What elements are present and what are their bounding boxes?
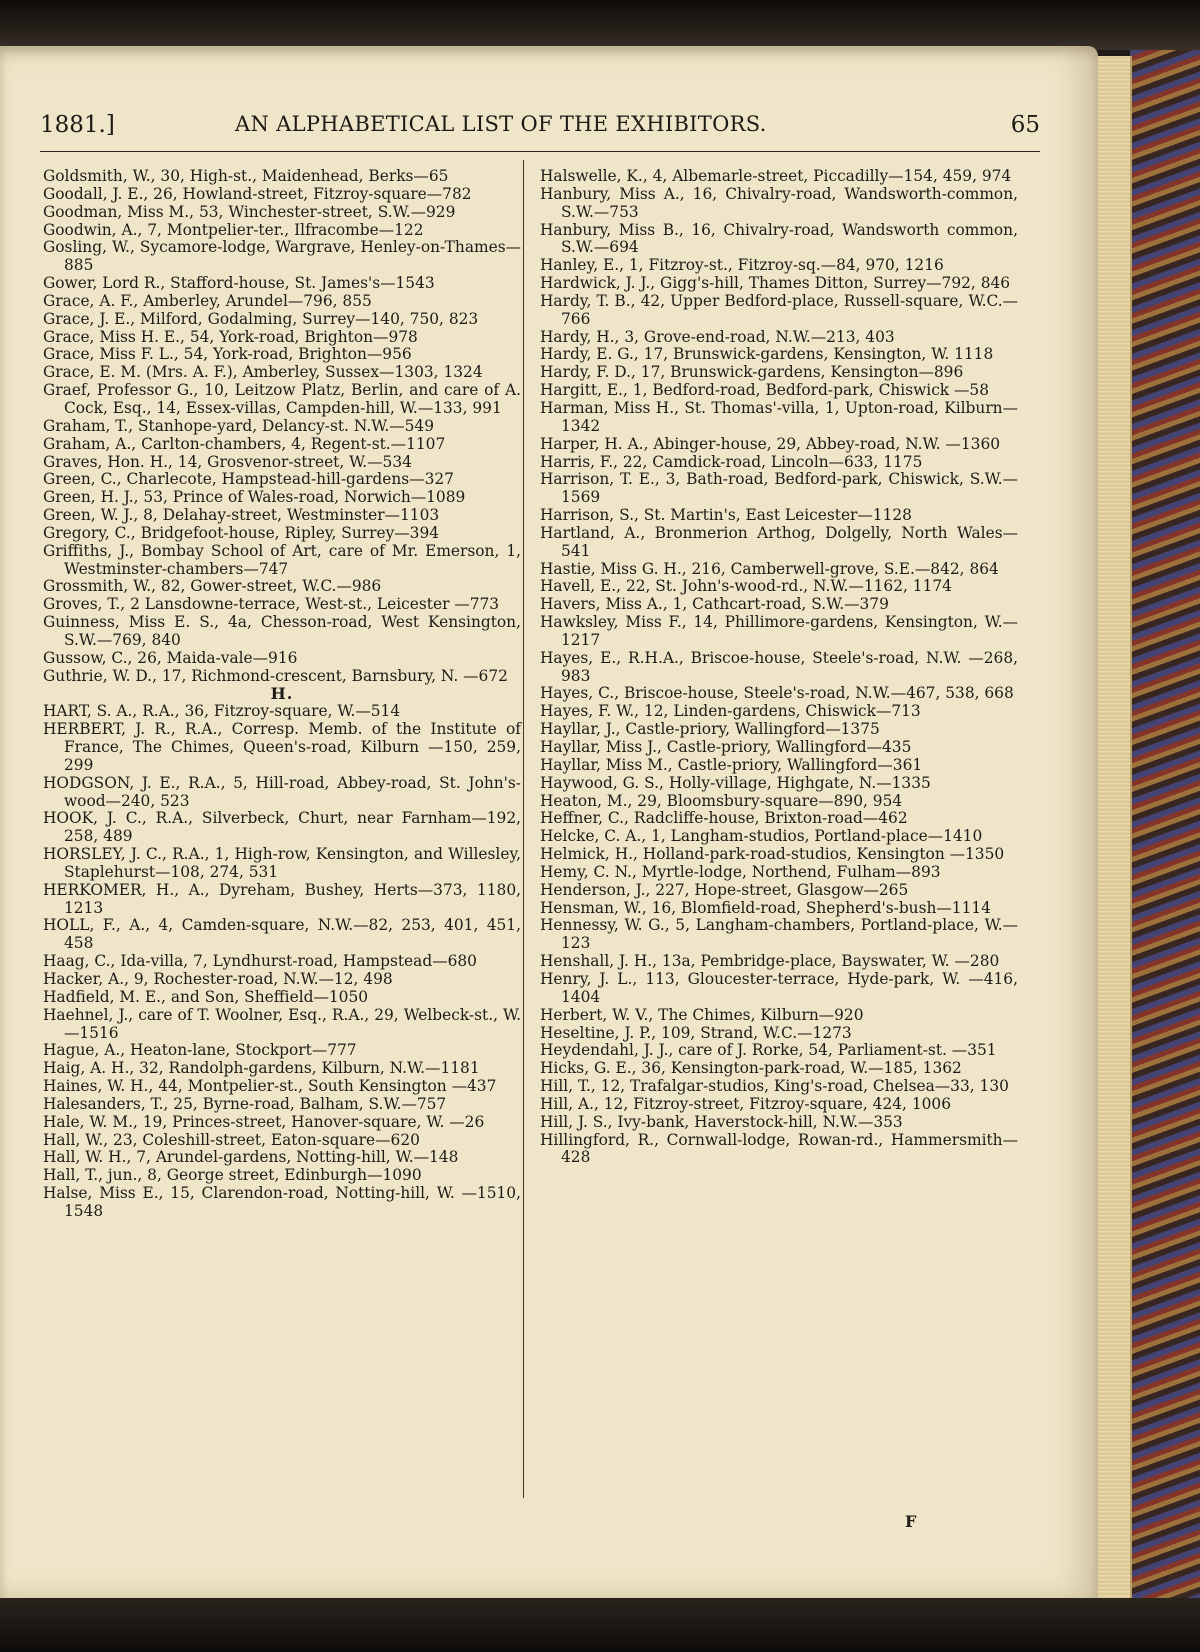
list-item: Hemy, C. N., Myrtle-lodge, Northend, Fulham—893	[540, 862, 941, 881]
list-item: Heseltine, J. P., 109, Strand, W.C.—1273	[540, 1023, 852, 1042]
right-entries-list	[540, 168, 1018, 1167]
list-item: Hayes, C., Briscoe-house, Steele's-road, N.W.—467, 538, 668	[540, 684, 1014, 703]
list-item: Hayllar, Miss M., Castle-priory, Wallingford—361	[540, 755, 923, 774]
list-item: Haywood, G. S., Holly-village, Highgate, N.—1335	[540, 773, 931, 792]
list-item: Hill, J. S., Ivy-bank, Haverstock-hill, N.W.—353	[540, 1112, 903, 1131]
list-item: Halse, Miss E., 15, Clarendon-road, Notting-hill, W. —1510, 1548	[43, 1184, 521, 1220]
list-item: Grace, Miss H. E., 54, York-road, Brighton—978	[43, 327, 418, 346]
page-number: 65	[1010, 112, 1040, 138]
left-entries-list	[43, 168, 521, 685]
list-item: Henry, J. L., 113, Gloucester-terrace, Hyde-park, W. —416, 1404	[540, 969, 1018, 1006]
list-item: Hartland, A., Bronmerion Arthog, Dolgelly, North Wales—541	[540, 523, 1018, 560]
left-column	[43, 168, 521, 1221]
list-item: Goodwin, A., 7, Montpelier-ter., Ilfracombe—122	[43, 220, 424, 239]
list-item: Henderson, J., 227, Hope-street, Glasgow—265	[540, 880, 909, 899]
list-item: Haines, W. H., 44, Montpelier-st., South Kensington —437	[43, 1077, 497, 1096]
list-item: HERBERT, J. R., R.A., Corresp. Memb. of the Institute of France, The Chimes, Queen's-road, Kilburn —150, 259, 299	[43, 720, 521, 774]
list-item: Hensman, W., 16, Blomfield-road, Shepherd's-bush—1114	[540, 898, 991, 917]
list-item: Henshall, J. H., 13a, Pembridge-place, Bayswater, W. —280	[540, 952, 1000, 971]
list-item: Hawksley, Miss F., 14, Phillimore-gardens, Kensington, W.—1217	[540, 613, 1018, 649]
list-item: Haig, A. H., 32, Randolph-gardens, Kilburn, N.W.—1181	[43, 1059, 480, 1078]
list-item: Hill, T., 12, Trafalgar-studios, King's-road, Chelsea—33, 130	[540, 1077, 1009, 1096]
list-item: Hardy, E. G., 17, Brunswick-gardens, Kensington, W. 1118	[540, 345, 994, 364]
list-item: Hill, A., 12, Fitzroy-street, Fitzroy-square, 424, 1006	[540, 1094, 952, 1113]
list-item: Hanbury, Miss A., 16, Chivalry-road, Wandsworth-common, S.W.—753	[540, 184, 1018, 221]
list-item: Hayllar, Miss J., Castle-priory, Wallingford—435	[540, 738, 912, 756]
list-item: Harrison, S., St. Martin's, East Leicester—1128	[540, 506, 912, 525]
list-item: Hadfield, M. E., and Son, Sheffield—1050	[43, 987, 369, 1006]
list-item: HOLL, F., A., 4, Camden-square, N.W.—82, 253, 401, 451, 458	[43, 916, 521, 953]
list-item: Hacker, A., 9, Rochester-road, N.W.—12, 498	[43, 969, 393, 988]
list-item: HERKOMER, H., A., Dyreham, Bushey, Herts—373, 1180, 1213	[43, 880, 521, 917]
list-item: Harper, H. A., Abinger-house, 29, Abbey-road, N.W. —1360	[540, 434, 1001, 453]
list-item: Groves, T., 2 Lansdowne-terrace, West-st., Leicester —773	[43, 595, 500, 614]
list-item: Hillingford, R., Cornwall-lodge, Rowan-rd., Hammersmith—428	[540, 1130, 1018, 1167]
list-item: Helmick, H., Holland-park-road-studios, Kensington —1350	[540, 845, 1005, 864]
list-item: Heffner, C., Radcliffe-house, Brixton-road—462	[540, 809, 908, 828]
section-heading: H.	[270, 684, 294, 704]
list-item: Havell, E., 22, St. John's-wood-rd., N.W.—1162, 1174	[540, 577, 952, 596]
right-column	[540, 168, 1018, 1167]
column-divider	[523, 160, 524, 1498]
list-item: Herbert, W. V., The Chimes, Kilburn—920	[540, 1005, 864, 1024]
list-item: Guthrie, W. D., 17, Richmond-crescent, Barnsbury, N. —672	[43, 666, 508, 685]
list-item: Graham, T., Stanhope-yard, Delancy-st. N.W.—549	[43, 416, 434, 435]
list-item: Havers, Miss A., 1, Cathcart-road, S.W.—379	[540, 595, 889, 614]
book-binding-bottom	[0, 1598, 1200, 1652]
list-item: Graves, Hon. H., 14, Grosvenor-street, W.—534	[43, 452, 412, 471]
list-item: Graham, A., Carlton-chambers, 4, Regent-st.—1107	[43, 434, 446, 453]
list-item: Guinness, Miss E. S., 4a, Chesson-road, West Kensington, S.W.—769, 840	[43, 613, 521, 649]
list-item: Hale, W. M., 19, Princes-street, Hanover-square, W. —26	[43, 1112, 485, 1131]
list-item: Hayes, E., R.H.A., Briscoe-house, Steele's-road, N.W. —268, 983	[540, 648, 1018, 685]
list-item: Hanley, E., 1, Fitzroy-st., Fitzroy-sq.—84, 970, 1216	[540, 256, 944, 275]
list-item: Hardy, T. B., 42, Upper Bedford-place, Russell-square, W.C.—766	[540, 291, 1018, 328]
list-item: Hayllar, J., Castle-priory, Wallingford—1375	[540, 720, 880, 739]
list-item: Hague, A., Heaton-lane, Stockport—777	[43, 1041, 357, 1060]
list-item: Griffiths, J., Bombay School of Art, care of Mr. Emerson, 1, Westminster-chambers—747	[43, 541, 521, 578]
list-item: HODGSON, J. E., R.A., 5, Hill-road, Abbey-road, St. John's-wood—240, 523	[43, 773, 521, 810]
marbled-page-edge	[1130, 50, 1200, 1610]
list-item: Hicks, G. E., 36, Kensington-park-road, W.—185, 1362	[540, 1059, 962, 1078]
book-binding-top	[0, 0, 1200, 50]
list-item: Harman, Miss H., St. Thomas'-villa, 1, Upton-road, Kilburn—1342	[540, 398, 1018, 435]
list-item: Haehnel, J., care of T. Woolner, Esq., R.A., 29, Welbeck-st., W.—1516	[43, 1005, 521, 1042]
list-item: Goodman, Miss M., 53, Winchester-street, S.W.—929	[43, 202, 456, 221]
list-item: Heaton, M., 29, Bloomsbury-square—890, 954	[540, 791, 903, 810]
list-item: Green, C., Charlecote, Hampstead-hill-gardens—327	[43, 470, 454, 489]
signature-mark: F	[905, 1512, 917, 1531]
list-item: Haag, C., Ida-villa, 7, Lyndhurst-road, Hampstead—680	[43, 952, 477, 971]
list-item: Grossmith, W., 82, Gower-street, W.C.—986	[43, 577, 382, 596]
list-item: Grace, E. M. (Mrs. A. F.), Amberley, Sussex—1303, 1324	[43, 363, 483, 382]
list-item: Grace, Miss F. L., 54, York-road, Brighton—956	[43, 345, 412, 364]
left-h-entries-list	[43, 703, 521, 1220]
list-item: Hayes, F. W., 12, Linden-gardens, Chiswick—713	[540, 702, 921, 721]
list-item: Harrison, T. E., 3, Bath-road, Bedford-park, Chiswick, S.W.—1569	[540, 470, 1018, 507]
list-item: HORSLEY, J. C., R.A., 1, High-row, Kensington, and Willesley, Staplehurst—108, 274, 531	[43, 845, 521, 881]
list-item: Green, W. J., 8, Delahay-street, Westminster—1103	[43, 506, 440, 525]
list-item: HOOK, J. C., R.A., Silverbeck, Churt, near Farnham—192, 258, 489	[43, 809, 521, 846]
list-item: Halswelle, K., 4, Albemarle-street, Piccadilly—154, 459, 974	[540, 167, 1012, 185]
header-title: AN ALPHABETICAL LIST OF THE EXHIBITORS.	[235, 112, 767, 136]
list-item: Harris, F., 22, Camdick-road, Lincoln—633, 1175	[540, 452, 923, 471]
list-item: HART, S. A., R.A., 36, Fitzroy-square, W.—514	[43, 702, 401, 721]
list-item: Hardy, H., 3, Grove-end-road, N.W.—213, 403	[540, 327, 895, 346]
list-item: Goldsmith, W., 30, High-st., Maidenhead, Berks—65	[43, 167, 449, 185]
list-item: Halesanders, T., 25, Byrne-road, Balham, S.W.—757	[43, 1094, 447, 1113]
list-item: Heydendahl, J. J., care of J. Rorke, 54, Parliament-st. —351	[540, 1041, 997, 1060]
list-item: Hennessy, W. G., 5, Langham-chambers, Portland-place, W.—123	[540, 916, 1018, 953]
list-item: Hardy, F. D., 17, Brunswick-gardens, Kensington—896	[540, 363, 964, 382]
list-item: Graef, Professor G., 10, Leitzow Platz, Berlin, and care of A. Cock, Esq., 14, Essex-villas, Campden-hill, W.—133, 991	[43, 381, 521, 417]
list-item: Green, H. J., 53, Prince of Wales-road, Norwich—1089	[43, 488, 466, 507]
list-item: Gussow, C., 26, Maida-vale—916	[43, 648, 298, 667]
list-item: Hall, W. H., 7, Arundel-gardens, Notting-hill, W.—148	[43, 1148, 459, 1167]
list-item: Grace, J. E., Milford, Godalming, Surrey—140, 750, 823	[43, 309, 479, 328]
list-item: Hall, W., 23, Coleshill-street, Eaton-square—620	[43, 1130, 420, 1149]
list-item: Helcke, C. A., 1, Langham-studios, Portland-place—1410	[540, 827, 983, 846]
running-header	[40, 108, 1040, 148]
list-item: Hastie, Miss G. H., 216, Camberwell-grove, S.E.—842, 864	[540, 559, 999, 578]
list-item: Hall, T., jun., 8, George street, Edinburgh—1090	[43, 1166, 422, 1185]
list-item: Gower, Lord R., Stafford-house, St. James's—1543	[43, 274, 435, 293]
list-item: Grace, A. F., Amberley, Arundel—796, 855	[43, 291, 372, 310]
list-item: Gregory, C., Bridgefoot-house, Ripley, Surrey—394	[43, 523, 440, 542]
list-item: Gosling, W., Sycamore-lodge, Wargrave, Henley-on-Thames—885	[43, 238, 521, 275]
header-year: 1881.]	[40, 112, 115, 138]
list-item: Hanbury, Miss B., 16, Chivalry-road, Wandsworth common, S.W.—694	[540, 220, 1018, 257]
list-item: Hargitt, E., 1, Bedford-road, Bedford-park, Chiswick —58	[540, 381, 990, 400]
list-item: Goodall, J. E., 26, Howland-street, Fitzroy-square—782	[43, 184, 472, 203]
header-rule	[40, 151, 1040, 152]
list-item: Hardwick, J. J., Gigg's-hill, Thames Ditton, Surrey—792, 846	[540, 274, 1011, 293]
